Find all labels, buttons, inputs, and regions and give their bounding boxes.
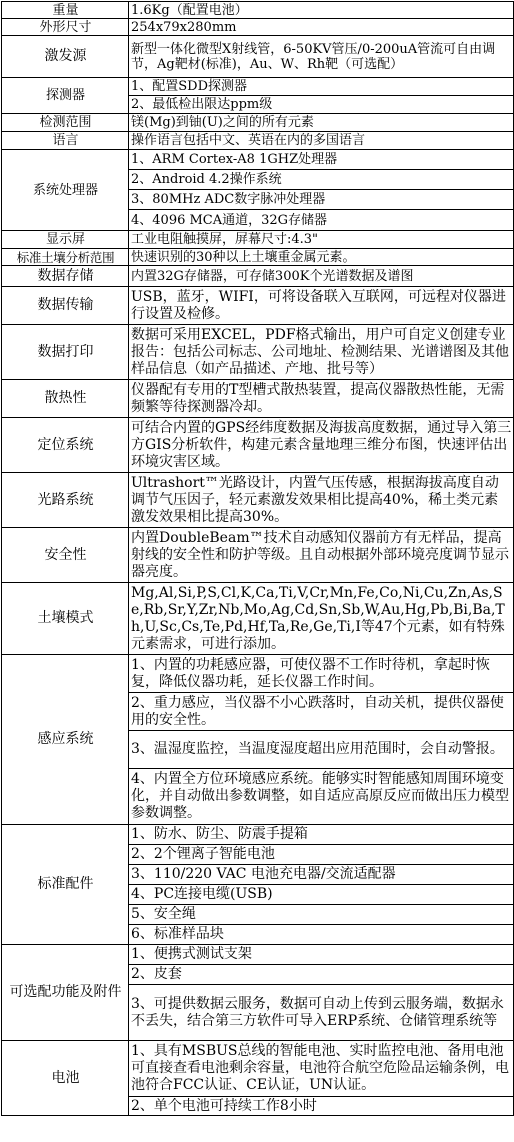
spec-value: 2、最低检出限达ppm级 bbox=[129, 96, 514, 114]
spec-value: USB，蓝牙，WIFI，可将设备联入互联网，可远程对仪器进行设置及检修。 bbox=[129, 287, 514, 325]
spec-value: 3、80MHz ADC数字脉冲处理器 bbox=[129, 190, 514, 210]
spec-value: 3、可提供数据云服务，数据可自动上传到云服务端，数据永不丢失，结合第三方软件可导入ERP系统、仓储管理系统等 bbox=[129, 985, 514, 1041]
spec-value: 可结合内置的GPS经纬度数据及海拔高度数据，通过导入第三方GIS分析软件，构建元素含量地理三维分布图，快速评估出环境灾害区域。 bbox=[129, 418, 514, 473]
spec-row-detection-range bbox=[2, 114, 514, 132]
spec-value: 1.6Kg（配置电池） bbox=[129, 2, 514, 19]
spec-row-display bbox=[2, 231, 514, 249]
spec-label: 可选配功能及附件 bbox=[2, 945, 129, 1041]
spec-value: 2、单个电池可持续工作8小时 bbox=[129, 1097, 514, 1116]
spec-row-processor bbox=[2, 150, 514, 170]
spec-label: 语言 bbox=[2, 132, 129, 150]
spec-row-data-print bbox=[2, 325, 514, 380]
spec-value: 1、内置的功耗感应器，可使仪器不工作时待机，拿起时恢复，降低仪器功耗，延长仪器工作时间。 bbox=[129, 655, 514, 693]
spec-value: 254x79x280mm bbox=[129, 19, 514, 36]
spec-row-battery bbox=[2, 1041, 514, 1097]
spec-row-data-transfer bbox=[2, 287, 514, 325]
spec-table bbox=[1, 1, 514, 1116]
spec-value: 快速识别的30种以上土壤重金属元素。 bbox=[129, 249, 514, 266]
spec-row-soil-mode bbox=[2, 583, 514, 655]
spec-label: 感应系统 bbox=[2, 655, 129, 825]
spec-label: 定位系统 bbox=[2, 418, 129, 473]
spec-row-positioning bbox=[2, 418, 514, 473]
spec-value: 3、110/220 VAC 电池充电器/交流适配器 bbox=[129, 865, 514, 885]
spec-value: 镁(Mg)到铀(U)之间的所有元素 bbox=[129, 114, 514, 132]
spec-label: 土壤模式 bbox=[2, 583, 129, 655]
spec-value: 1、防水、防尘、防震手提箱 bbox=[129, 825, 514, 845]
spec-value: 2、重力感应，当仪器不小心跌落时，自动关机，提供仪器使用的安全性。 bbox=[129, 693, 514, 731]
spec-label: 标准配件 bbox=[2, 825, 129, 945]
spec-label: 重量 bbox=[2, 2, 129, 19]
spec-label: 数据传输 bbox=[2, 287, 129, 325]
spec-value: 2、Android 4.2操作系统 bbox=[129, 170, 514, 190]
spec-value: 1、配置SDD探测器 bbox=[129, 78, 514, 96]
spec-row-sensing bbox=[2, 655, 514, 693]
spec-row-optical-path bbox=[2, 473, 514, 528]
spec-value: 4、内置全方位环境感应系统。能够实时智能感知周围环境变化，并自动做出参数调整，如自适应高原反应而做出压力模型参数调整。 bbox=[129, 769, 514, 825]
spec-label: 显示屏 bbox=[2, 231, 129, 249]
spec-row-safety bbox=[2, 528, 514, 583]
spec-label: 检测范围 bbox=[2, 114, 129, 132]
spec-row-excitation-source bbox=[2, 36, 514, 78]
spec-row-language bbox=[2, 132, 514, 150]
spec-label: 系统处理器 bbox=[2, 150, 129, 231]
spec-row-soil-range bbox=[2, 249, 514, 266]
spec-label: 激发源 bbox=[2, 36, 129, 78]
spec-value: 数据可采用EXCEL，PDF格式输出，用户可自定义创建专业报告：包括公司标志、公司地址、检测结果、光谱谱图及其他样品信息（如产品描述、产地、批号等） bbox=[129, 325, 514, 380]
spec-row-standard-accessories bbox=[2, 825, 514, 845]
spec-label: 标准土壤分析范围 bbox=[2, 249, 129, 266]
spec-row-weight bbox=[2, 2, 514, 19]
spec-value: 5、安全绳 bbox=[129, 905, 514, 925]
spec-value: Mg,Al,Si,P,S,Cl,K,Ca,Ti,V,Cr,Mn,Fe,Co,Ni,Cu,Zn,As,Se,Rb,Sr,Y,Zr,Nb,Mo,Ag,Cd,Sn,Sb,W,Au,Hg,Pb,Bi,Ba,Th,U,Sc,Cs,Te,Pd,Hf,Ta,Re,Ge,Ti,I等47个元素，如有特殊元素需求，可进行添加。 bbox=[129, 583, 514, 655]
spec-value: 3、温湿度监控，当温度湿度超出应用范围时，会自动警报。 bbox=[129, 731, 514, 769]
spec-row-optional-accessories bbox=[2, 945, 514, 965]
spec-label: 外形尺寸 bbox=[2, 19, 129, 36]
spec-value: 新型一体化微型X射线管，6-50KV管压/0-200uA管流可自由调节，Ag靶材(标准)，Au、W、Rh靶（可选配） bbox=[129, 36, 514, 78]
spec-value: 内置32G存储器，可存储300K个光谱数据及谱图 bbox=[129, 266, 514, 287]
spec-value: 1、便携式测试支架 bbox=[129, 945, 514, 965]
spec-value: 操作语言包括中文、英语在内的多国语言 bbox=[129, 132, 514, 150]
spec-row-heat-dissipation bbox=[2, 380, 514, 418]
spec-label: 数据存储 bbox=[2, 266, 129, 287]
spec-value: 工业电阻触摸屏，屏幕尺寸:4.3" bbox=[129, 231, 514, 249]
spec-value: 6、标准样品块 bbox=[129, 925, 514, 945]
spec-value: 1、具有MSBUS总线的智能电池、实时监控电池、备用电池可直接查看电池剩余容量，电池符合航空危险品运输条例，电池符合FCC认证、CE认证，UN认证。 bbox=[129, 1041, 514, 1097]
spec-value: 2、2个锂离子智能电池 bbox=[129, 845, 514, 865]
spec-label: 电池 bbox=[2, 1041, 129, 1116]
spec-value: 4、4096 MCA通道，32G存储器 bbox=[129, 210, 514, 231]
spec-row-data-storage bbox=[2, 266, 514, 287]
spec-label: 散热性 bbox=[2, 380, 129, 418]
spec-row-detector bbox=[2, 78, 514, 96]
spec-value: 仪器配有专用的T型槽式散热装置，提高仪器散热性能，无需频繁等待探测器冷却。 bbox=[129, 380, 514, 418]
spec-value: 内置DoubleBeam™技术自动感知仪器前方有无样品，提高射线的安全性和防护等级。且自动根据外部环境亮度调节显示器亮度。 bbox=[129, 528, 514, 583]
spec-label: 探测器 bbox=[2, 78, 129, 114]
spec-label: 数据打印 bbox=[2, 325, 129, 380]
spec-label: 光路系统 bbox=[2, 473, 129, 528]
spec-value: Ultrashort™光路设计，内置气压传感，根据海拔高度自动调节气压因子，轻元素激发效果相比提高40%，稀土类元素激发效果相比提高30%。 bbox=[129, 473, 514, 528]
spec-value: 4、PC连接电缆(USB) bbox=[129, 885, 514, 905]
spec-value: 2、皮套 bbox=[129, 965, 514, 985]
spec-label: 安全性 bbox=[2, 528, 129, 583]
spec-row-dimensions bbox=[2, 19, 514, 36]
spec-value: 1、ARM Cortex-A8 1GHZ处理器 bbox=[129, 150, 514, 170]
